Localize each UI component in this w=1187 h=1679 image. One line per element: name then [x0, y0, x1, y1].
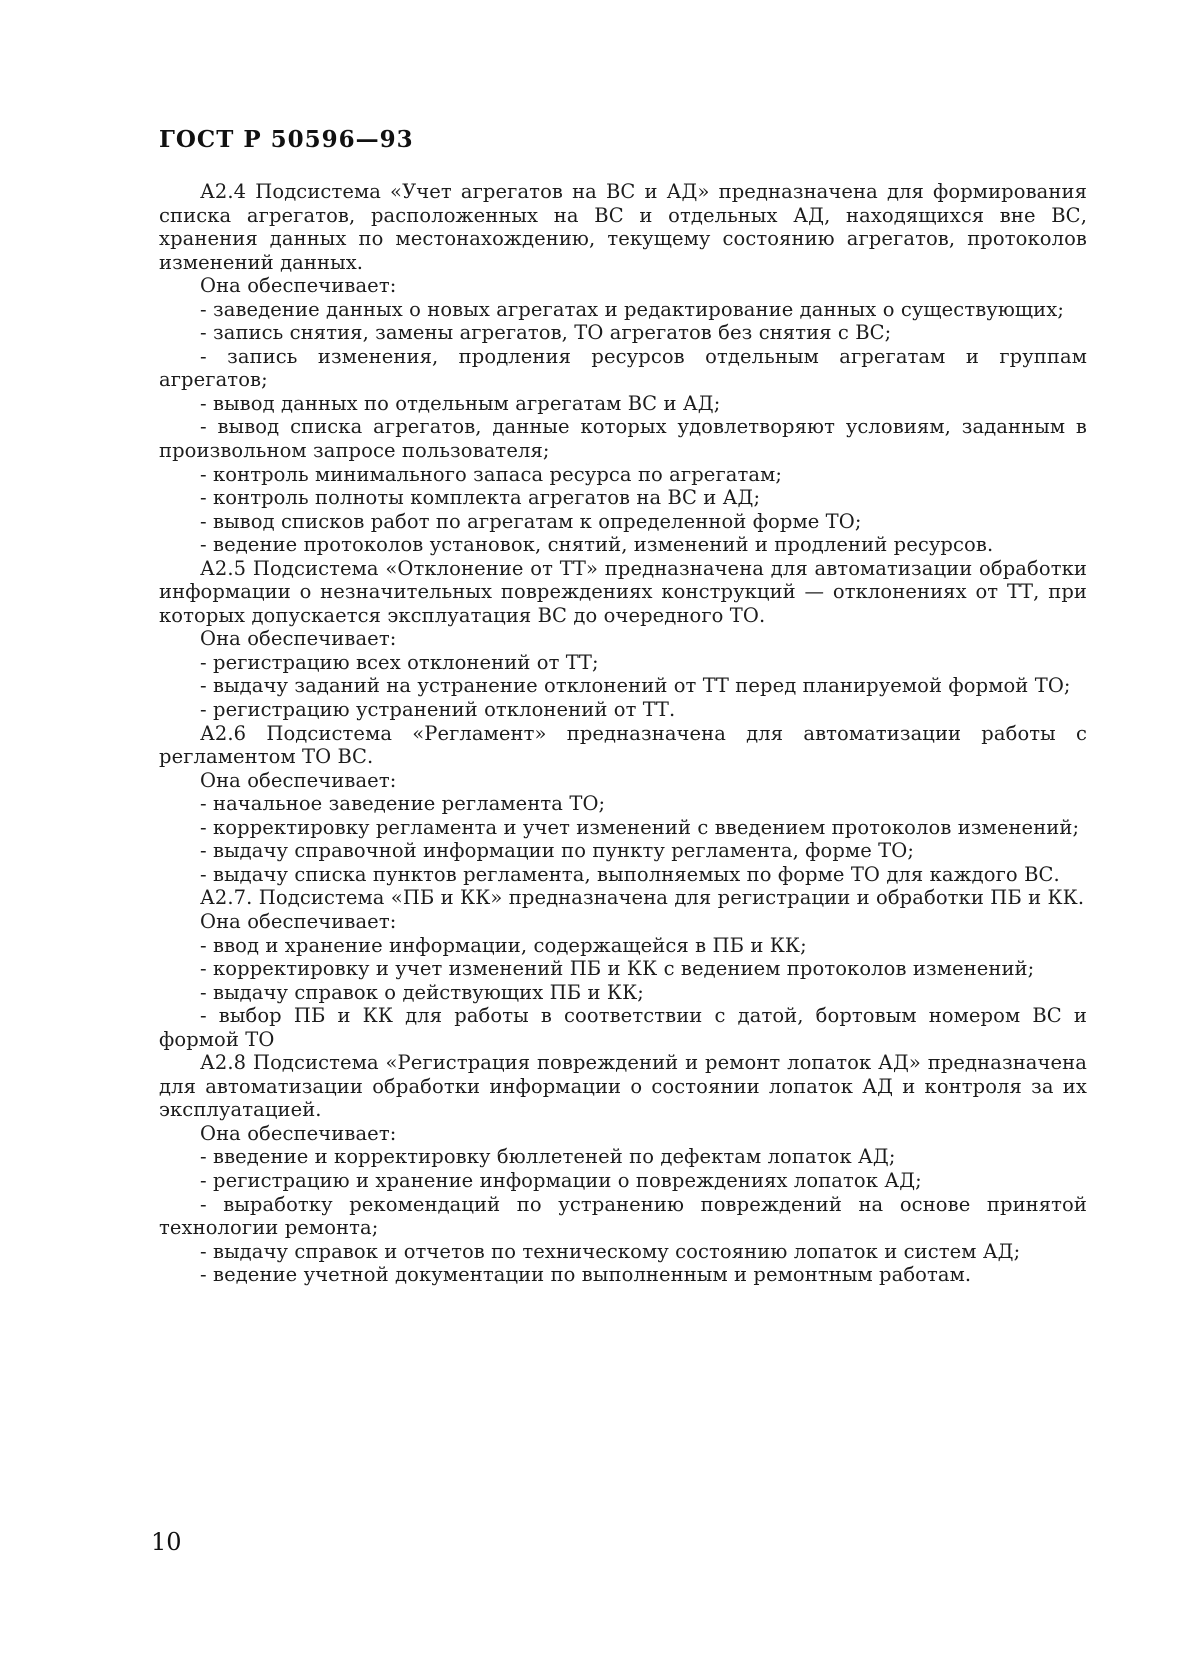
list-item: - вывод списка агрегатов, данные которых удовлетворяют условиям, заданным в произвольном запросе пользователя;	[159, 415, 1087, 463]
body-text	[159, 180, 1087, 1287]
list-item: - ведение учетной документации по выполненным и ремонтным работам.	[200, 1263, 972, 1287]
list-item: - регистрацию и хранение информации о повреждениях лопаток АД;	[200, 1168, 922, 1192]
list-item: - запись снятия, замены агрегатов, ТО агрегатов без снятия с ВС;	[200, 321, 892, 345]
document-header: ГОСТ Р 50596—93	[159, 126, 414, 153]
paragraph: Она обеспечивает:	[200, 909, 397, 933]
paragraph-a2-4: А2.4 Подсистема «Учет агрегатов на ВС и АД» предназначена для формирования списка агрегатов, расположенных на ВС и отдельных АД, находящихся вне ВС, хранения данных по местонахождению, текущему состоянию агрегатов, протоколов изменений данных.	[159, 180, 1087, 274]
list-item: - выработку рекомендаций по устранению повреждений на основе принятой технологии ремонта;	[159, 1192, 1087, 1240]
paragraph: Она обеспечивает:	[200, 274, 397, 298]
list-item: - выдачу списка пунктов регламента, выполняемых по форме ТО для каждого ВС.	[200, 862, 1060, 886]
list-item: - запись изменения, продления ресурсов отдельным агрегатам и группам агрегатов;	[159, 344, 1087, 392]
list-item: - выбор ПБ и КК для работы в соответствии с датой, бортовым номером ВС и формой ТО	[159, 1004, 1087, 1051]
list-item: - введение и корректировку бюллетеней по дефектам лопаток АД;	[200, 1145, 896, 1169]
list-item: - ввод и хранение информации, содержащейся в ПБ и КК;	[200, 933, 807, 957]
page-number: 10	[151, 1528, 182, 1556]
paragraph-a2-5: А2.5 Подсистема «Отклонение от ТТ» предназначена для автоматизации обработки информации о незначительных повреждениях конструкций — отклонениях от ТТ, при которых допускается эксплуатация ВС до очередного ТО.	[159, 556, 1087, 627]
list-item: - выдачу заданий на устранение отклонений от ТТ перед планируемой формой ТО;	[200, 674, 1071, 698]
list-item: - начальное заведение регламента ТО;	[200, 792, 606, 816]
paragraph-a2-7: А2.7. Подсистема «ПБ и КК» предназначена для регистрации и обработки ПБ и КК.	[200, 886, 1085, 910]
list-item: - контроль минимального запаса ресурса по агрегатам;	[200, 462, 783, 486]
paragraph-a2-6: А2.6 Подсистема «Регламент» предназначена для автоматизации работы с регламентом ТО ВС.	[159, 721, 1087, 769]
paragraph: Она обеспечивает:	[200, 768, 397, 792]
list-item: - вывод данных по отдельным агрегатам ВС и АД;	[200, 391, 721, 415]
list-item: - корректировку регламента и учет изменений с введением протоколов изменений;	[200, 815, 1080, 839]
paragraph-a2-8: А2.8 Подсистема «Регистрация повреждений и ремонт лопаток АД» предназначена для автоматизации обработки информации о состоянии лопаток АД и контроля за их эксплуатацией.	[159, 1051, 1087, 1122]
list-item: - вывод списков работ по агрегатам к определенной форме ТО;	[200, 509, 862, 533]
paragraph: Она обеспечивает:	[200, 1121, 397, 1145]
paragraph: Она обеспечивает:	[200, 627, 397, 651]
list-item: - выдачу справок о действующих ПБ и КК;	[200, 980, 644, 1004]
list-item: - регистрацию устранений отклонений от ТТ.	[200, 698, 676, 722]
list-item: - выдачу справок и отчетов по техническому состоянию лопаток и систем АД;	[200, 1239, 1021, 1263]
list-item: - ведение протоколов установок, снятий, изменений и продлений ресурсов.	[200, 533, 994, 557]
list-item: - корректировку и учет изменений ПБ и КК с ведением протоколов изменений;	[200, 957, 1035, 981]
list-item: - выдачу справочной информации по пункту регламента, форме ТО;	[200, 839, 915, 863]
list-item: - заведение данных о новых агрегатах и редактирование данных о существующих;	[200, 297, 1065, 321]
list-item: - контроль полноты комплекта агрегатов на ВС и АД;	[200, 486, 761, 510]
list-item: - регистрацию всех отклонений от ТТ;	[200, 650, 599, 674]
